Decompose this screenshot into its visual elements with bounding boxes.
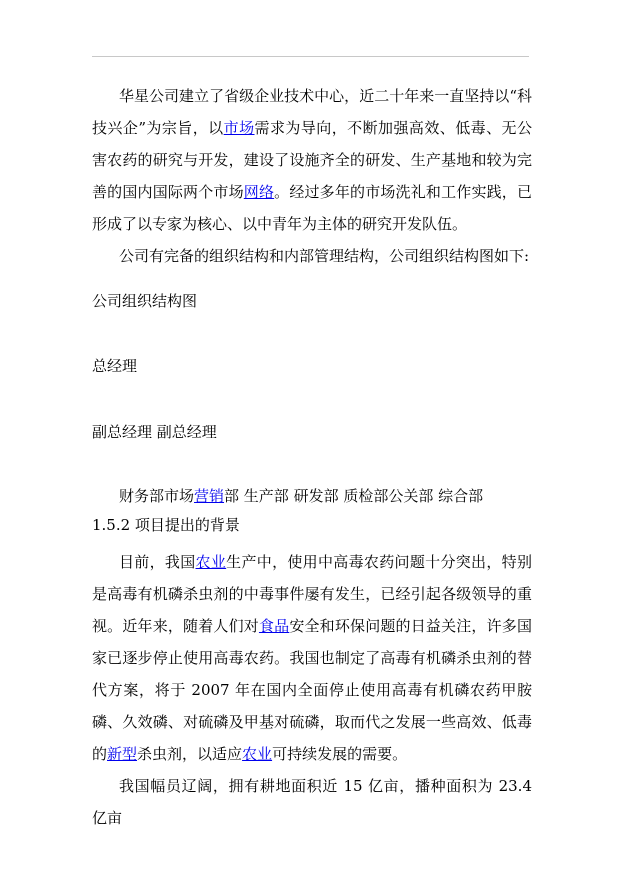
org-level-deputy-managers: 副总经理 副总经理	[92, 423, 217, 441]
intro-section	[92, 80, 532, 272]
intro-text-2: 需求为导向，不断加强高效、低毒、无公害农药的研究与开发，建设了设施齐全的研发、生产基地和较为完善的国内国际两个市场	[92, 119, 532, 201]
link-agriculture-2[interactable]: 农业	[242, 745, 273, 763]
departments-text-1: 财务部市场	[119, 487, 195, 505]
link-market[interactable]: 市场	[223, 119, 255, 137]
link-new-type[interactable]: 新型	[107, 745, 138, 763]
link-marketing[interactable]: 营销	[194, 487, 225, 505]
background-section	[92, 546, 532, 834]
link-agriculture[interactable]: 农业	[195, 553, 227, 571]
bg-text-1: 目前，我国	[119, 553, 196, 571]
link-network[interactable]: 网络	[243, 183, 275, 201]
section-heading: 1.5.2 项目提出的背景	[92, 516, 240, 534]
departments-text-2: 部 生产部 研发部 质检部公关部 综合部	[224, 487, 484, 505]
bg-text-2: 生产中，使用中高毒农药问题十分突出，特别是高毒有机磷杀虫剂的中毒事件屡有发生，已经引起各级领导的重视。近年来，随着人们对	[92, 553, 532, 635]
org-intro-paragraph: 公司有完备的组织结构和内部管理结构，公司组织结构图如下:	[119, 247, 530, 265]
header-divider	[92, 56, 529, 57]
intro-paragraph	[92, 80, 532, 240]
background-paragraph	[92, 546, 532, 770]
org-level-general-manager: 总经理	[92, 357, 138, 375]
bg-text-3: 安全和环保问题的日益关注，许多国家已逐步停止使用高毒农药。我国也制定了高毒有机磷杀虫剂的替代方案，将于 2007 年在国内全面停止使用高毒有机磷农药甲胺磷、久效磷、对硫磷及甲基对硫磷，取而代之发展一些高效、低毒的	[92, 617, 532, 763]
org-level-departments	[92, 485, 559, 507]
org-chart-title: 公司组织结构图	[92, 292, 198, 310]
intro-text-1: 华星公司建立了省级企业技术中心，近二十年来一直坚持以“科技兴企”为宗旨，以	[92, 87, 532, 137]
link-food[interactable]: 食品	[258, 617, 290, 635]
bg-text-5: 可持续发展的需要。	[272, 745, 408, 763]
bg-text-4: 杀虫剂，以适应	[137, 745, 243, 763]
land-area-paragraph: 我国幅员辽阔，拥有耕地面积近 15 亿亩，播种面积为 23.4 亿亩	[92, 777, 532, 827]
intro-text-3: 。经过多年的市场洗礼和工作实践，已形成了以专家为核心、以中青年为主体的研究开发队伍。	[92, 183, 532, 233]
